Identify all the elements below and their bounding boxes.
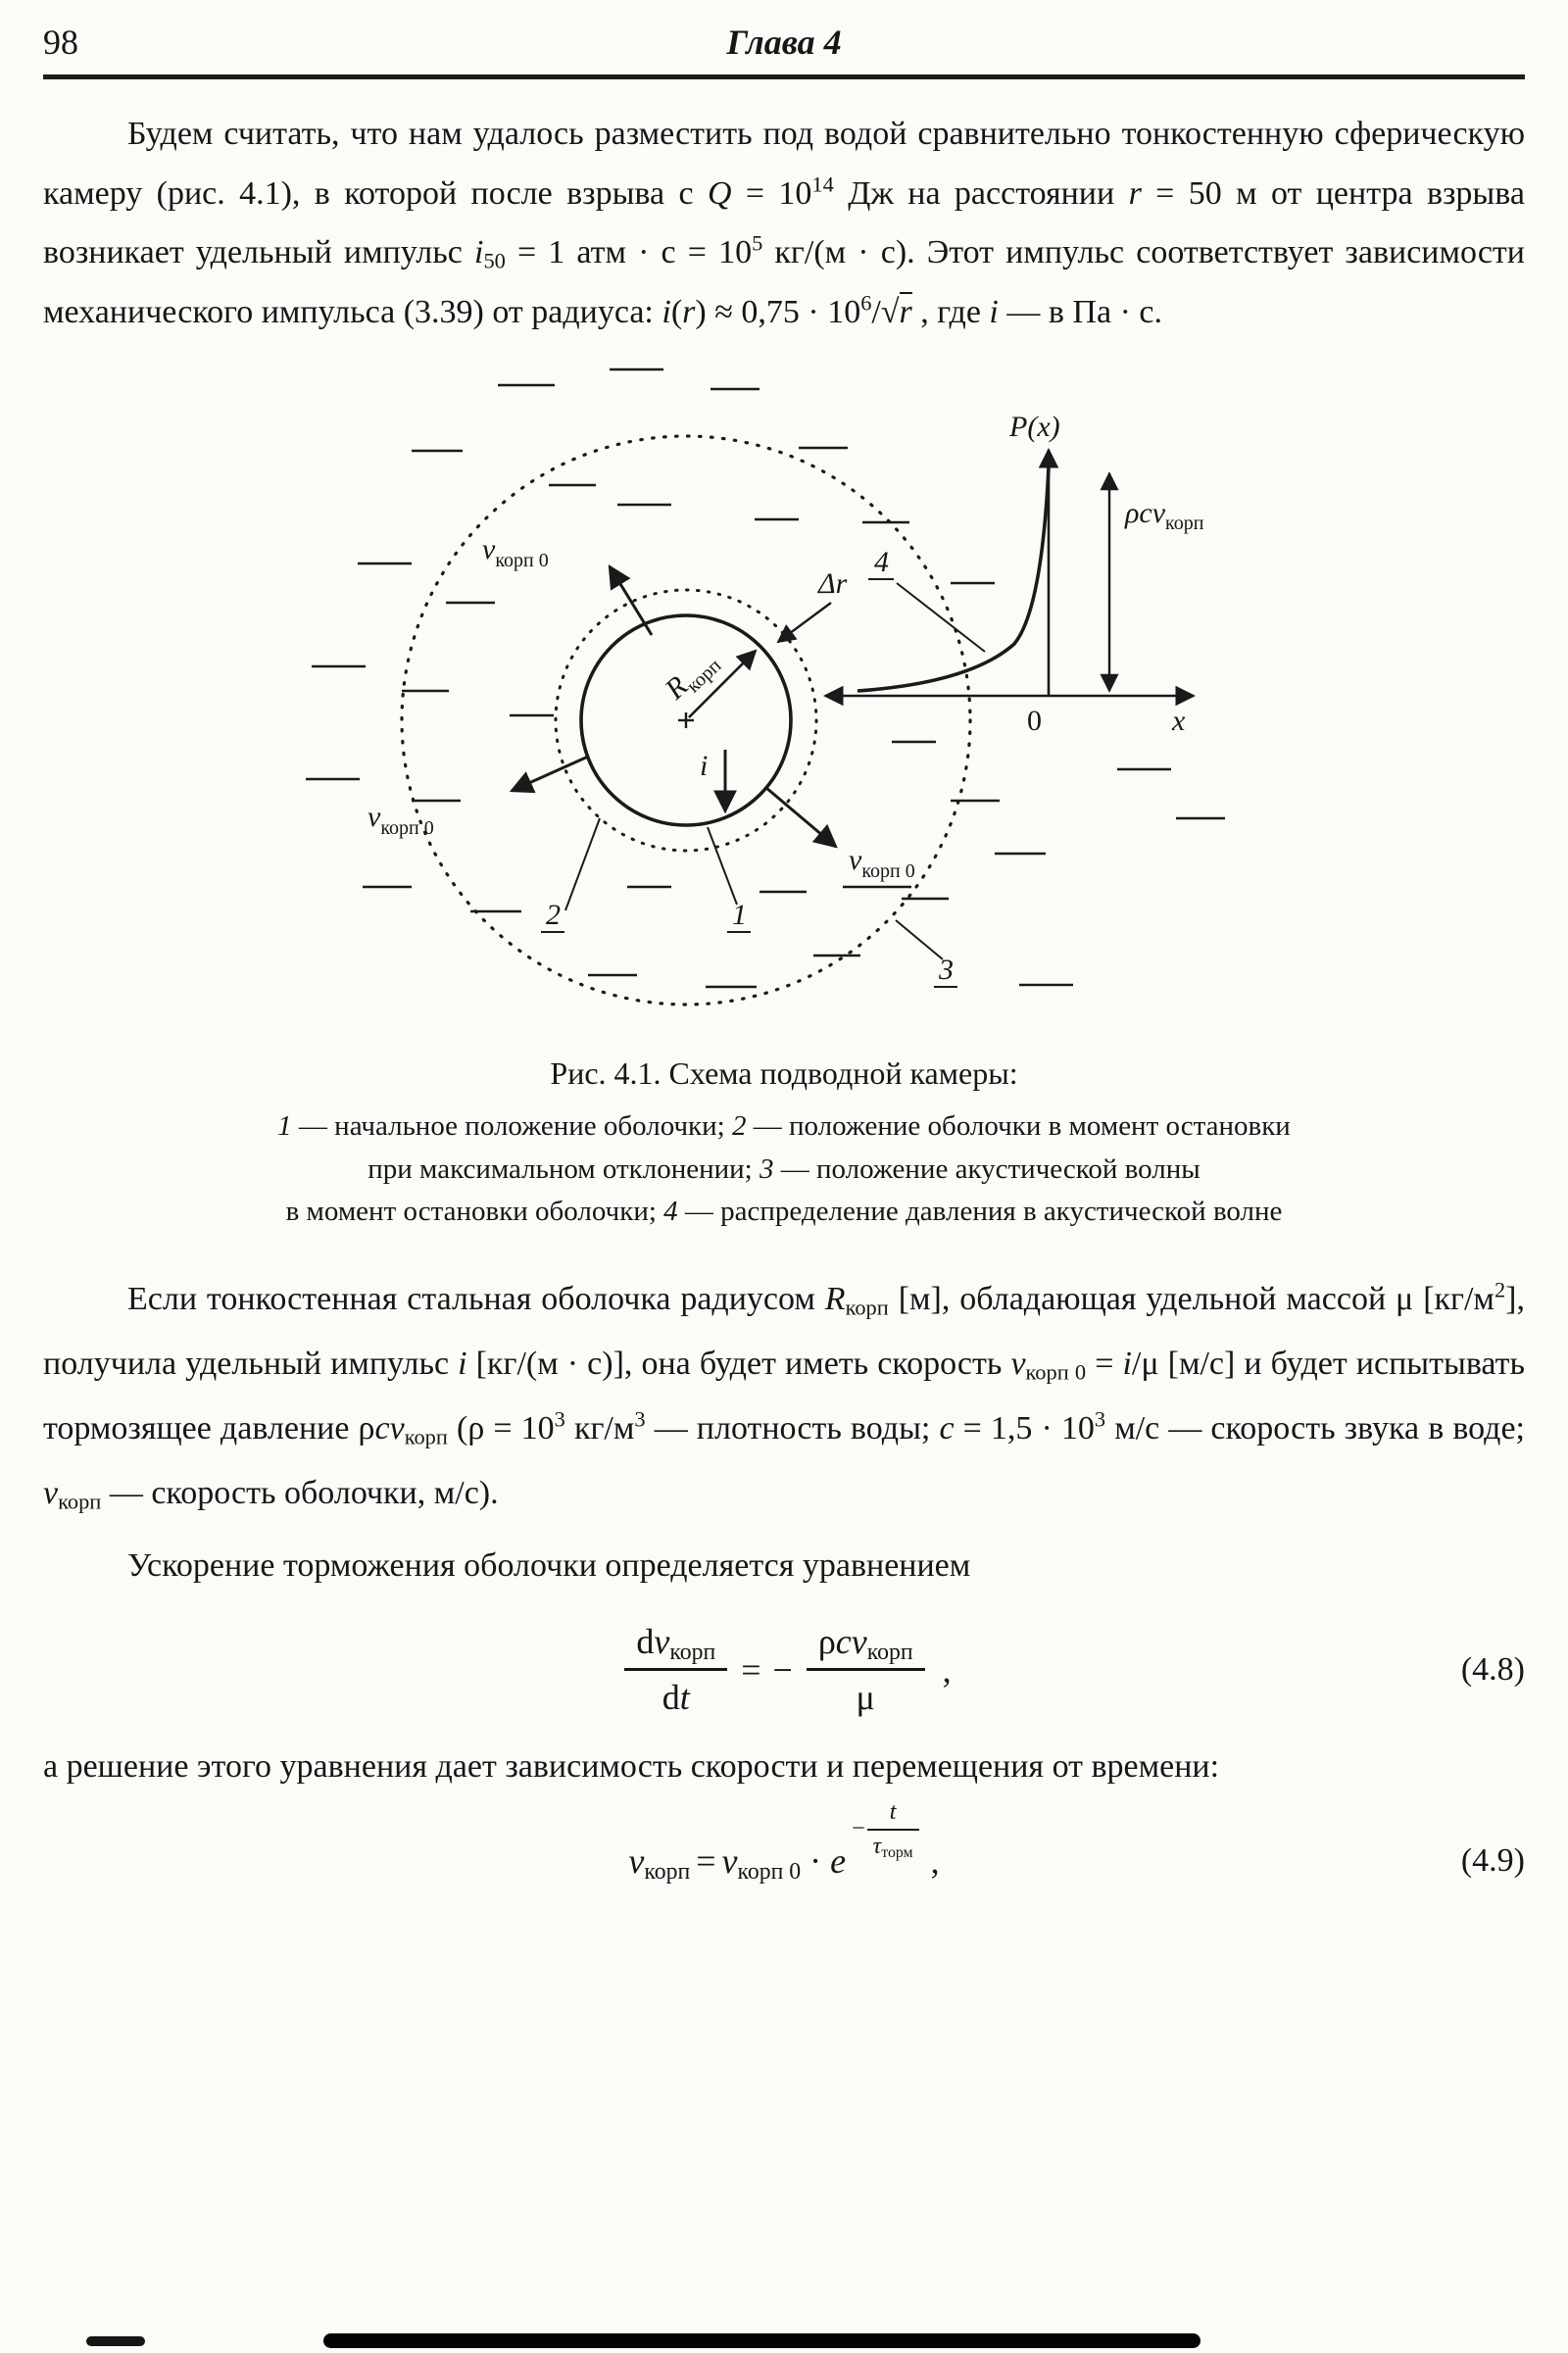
amplitude-label: ρcv$_{корп}$: [1125, 497, 1204, 535]
figure-underwater-chamber: [265, 358, 1303, 1034]
velocity-label-left: $v_{корп 0}$: [368, 801, 434, 840]
legend-line-3: в момент остановки оболочки; 4 — распределение давления в акустической волне: [285, 1196, 1283, 1228]
exponent-minus: −: [852, 1816, 865, 1842]
pressure-axis-label: P(x): [1009, 411, 1060, 444]
lhs-denominator: dt: [662, 1678, 690, 1718]
equals-sign: =: [741, 1649, 761, 1690]
callout-1-leader: [708, 827, 737, 905]
equation-4-8: [43, 1621, 1525, 1718]
callout-2-leader: [565, 818, 600, 910]
paragraph-solution: а решение этого уравнения дает зависимость скорости и перемещения от времени:: [43, 1748, 1220, 1786]
paragraph-acceleration: Ускорение торможения оболочки определяется уравнением: [127, 1546, 971, 1584]
chamber-diagram: [265, 358, 1303, 1034]
callout-1: 1: [732, 899, 747, 932]
equation-comma: ,: [930, 1840, 940, 1881]
exponent-numerator: t: [867, 1799, 919, 1831]
velocity-arrow-right: [766, 788, 836, 847]
scan-artifact-mark: [86, 2336, 145, 2346]
rhs-denominator: μ: [856, 1678, 875, 1718]
exponent-fraction: [867, 1799, 919, 1860]
equation-number-4-8: (4.8): [1460, 1650, 1525, 1688]
chapter-title: Глава 4: [726, 23, 842, 62]
lhs-velocity: $v_{корп}$: [628, 1840, 691, 1885]
x-axis-label: x: [1172, 705, 1186, 738]
header-rule: [43, 74, 1525, 79]
callout-4-leader: [897, 583, 985, 652]
lhs-numerator: $dv_{корп}$: [624, 1621, 727, 1671]
legend-line-2: при максимальном отклонении; 3 — положение акустической волны: [368, 1152, 1200, 1185]
velocity-label-right: $v_{корп 0}$: [849, 844, 915, 883]
equals-sign: =: [696, 1840, 716, 1881]
exponent-denominator: $\tau_{торм}$: [872, 1833, 913, 1861]
lhs-fraction: [624, 1621, 727, 1718]
callout-3-leader: [896, 920, 943, 959]
rhs-expression: $v_{корп 0} \cdot e$: [721, 1840, 847, 1885]
velocity-arrow-left: [512, 757, 588, 791]
callout-2: 2: [546, 899, 561, 932]
paragraph-shell: Если тонкостенная стальная оболочка радиусом $R_{корп}$ [м], обладающая удельной массой μ $[кг/м^2]$, получила удельный импульс i [кг/(м · с)], она будет иметь скорость $v_{корп 0} = i/\mu$ [м/с] и будет испытывать тормозящее давление ρcv$_{корп}$ ($\rho = 10^3$ $кг/м^3$ — плотность воды; $c = 1,5 \cdot 10^3$ м/с — скорость звука в воде; $v_{корп}$ — скорость оболочки, м/с).: [43, 1277, 1526, 1515]
scan-artifact-bar: [323, 2333, 1200, 2348]
rhs-numerator: ρcv$_{корп}$: [807, 1621, 925, 1671]
equation-4-9: [43, 1798, 1525, 1891]
water-dashes: [306, 369, 1225, 987]
velocity-label-top: $v_{корп 0}$: [482, 533, 549, 572]
origin-label: 0: [1027, 705, 1042, 738]
exponent: [852, 1799, 920, 1860]
rhs-fraction: [807, 1621, 925, 1718]
callout-3: 3: [939, 954, 954, 987]
radius-label: $R_{корп}$: [659, 655, 726, 707]
paragraph-intro: Будем считать, что нам удалось разместить под водой сравнительно тонкостенную сферическую камеру (рис. 4.1), в которой после взрыва с $Q = 10^{14}$ Дж на расстоянии r = 50 м от центра взрыва возникает удельный импульс $i_{50} = 1$ атм · $с = 10^5$ кг/(м · с). Этот импульс соответствует зависимости механического импульса (3.39) от радиуса: $i(r) \approx 0,75 \cdot 10^6/√r$ , где i — в Па · с.: [43, 116, 1525, 330]
equation-comma: ,: [942, 1649, 952, 1690]
page-number: 98: [43, 23, 78, 62]
callout-4: 4: [874, 546, 889, 579]
velocity-arrow-top: [610, 566, 652, 635]
minus-sign: −: [772, 1649, 793, 1690]
delta-r-label: Δr: [818, 567, 848, 601]
figure-caption: Рис. 4.1. Схема подводной камеры:: [550, 1055, 1018, 1092]
delta-r-arrow: [778, 603, 831, 642]
page-header: [43, 18, 1525, 71]
legend-line-1: 1 — начальное положение оболочки; 2 — положение оболочки в момент остановки: [277, 1110, 1291, 1143]
impulse-label: i: [700, 750, 709, 783]
figure-legend: [43, 1105, 1525, 1234]
equation-number-4-9: (4.9): [1460, 1841, 1525, 1879]
